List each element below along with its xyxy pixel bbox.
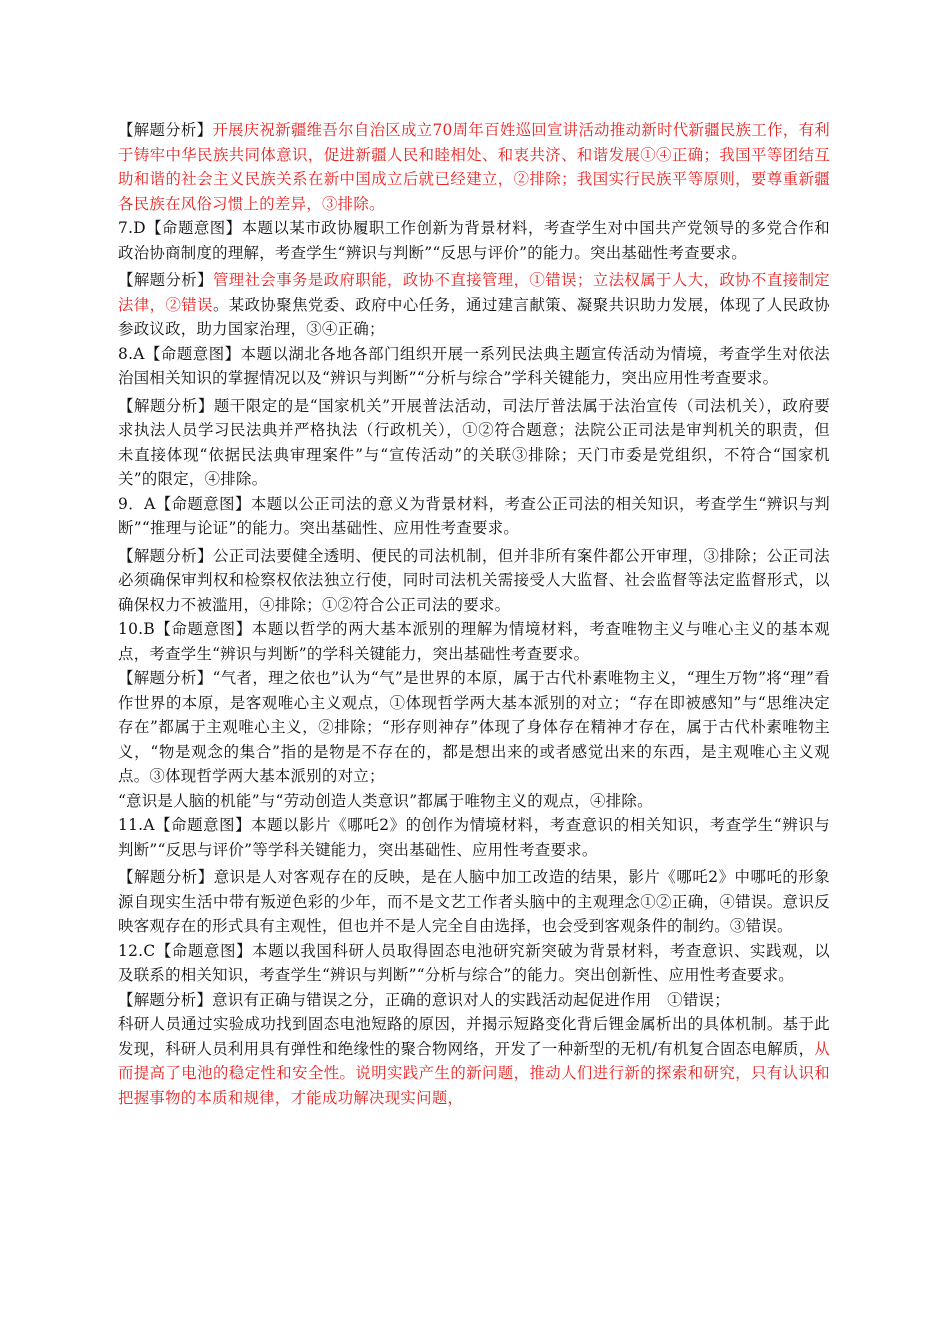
answer-paragraph (118, 268, 830, 342)
body-text: 【解题分析】 (118, 121, 213, 139)
body-text: 【解题分析】“气者，理之依也”认为“气”是世界的本原，属于古代朴素唯物主义，“理生万物”将“理”看作世界的本原，是客观唯心主义观点，①体现哲学两大基本派别的对立；“存在即被感知”与“思维决定存在”都属于主观唯心主义，②排除；“形存则神存”体现了身体存在精神才存在，属于古代朴素唯物主义，“物是观念的集合”指的是物是不存在的，都是想出来的或者感觉出来的东西，是主观唯心主义观点。③体现哲学两大基本派别的对立； (118, 669, 830, 785)
answer-paragraph (118, 394, 830, 492)
answer-paragraph (118, 544, 830, 618)
document-page (118, 118, 830, 1110)
answer-paragraph (118, 617, 830, 666)
body-text: 【解题分析】意识有正确与错误之分，正确的意识对人的实践活动起促进作用 ①错误； (118, 990, 730, 1009)
answer-paragraph (118, 118, 830, 216)
answer-paragraph (118, 988, 830, 1013)
body-text: 9．A【命题意图】本题以公正司法的意义为背景材料，考查公正司法的相关知识，考查学生“辨识与判断”“推理与论证”的能力。突出基础性、应用性考查要求。 (118, 494, 830, 537)
body-text: 11.A【命题意图】本题以影片《哪吒2》的创作为情境材料，考查意识的相关知识，考查学生“辨识与判断”“反思与评价”等学科关键能力，突出基础性、应用性考查要求。 (118, 816, 830, 859)
highlighted-text: 开展庆祝新疆维吾尔自治区成立70周年百姓巡回宣讲活动推动新时代新疆民族工作，有利于铸牢中华民族共同体意识，促进新疆人民和睦相处、和衷共济、和谐发展①④正确；我国平等团结互助和谐的社会主义民族关系在新中国成立后就已经建立，②排除；我国实行民族平等原则，要尊重新疆各民族在风俗习惯上的差异，③排除。 (118, 121, 830, 213)
answer-paragraph (118, 865, 830, 939)
body-text: 10.B【命题意图】本题以哲学的两大基本派别的理解为情境材料，考查唯物主义与唯心主义的基本观点，考查学生“辨识与判断”的学科关键能力，突出基础性考查要求。 (118, 620, 830, 663)
answer-paragraph (118, 666, 830, 789)
answer-paragraph (118, 939, 830, 988)
body-text: “意识是人脑的机能”与“劳动创造人类意识”都属于唯物主义的观点，④排除。 (118, 791, 653, 810)
highlighted-text: 从而提高了电池的稳定性和安全性。说明实践产生的新问题，推动人们进行新的探索和研究，只有认识和把握事物的本质和规律，才能成功解决现实问题， (118, 1039, 830, 1107)
body-text: 【解题分析】意识是人对客观存在的反映，是在人脑中加工改造的结果，影片《哪吒2》中哪吒的形象源自现实生活中带有叛逆色彩的少年，而不是文艺工作者头脑中的主观理念①②正确，④错误。意识反映客观存在的形式具有主观性，但也并不是人完全自由选择，也会受到客观条件的制约。③错误。 (118, 868, 830, 935)
body-text: 12.C【命题意图】本题以我国科研人员取得固态电池研究新突破为背景材料，考查意识、实践观，以及联系的相关知识，考查学生“辨识与判断”“分析与综合”的能力。突出创新性、应用性考查要求。 (118, 941, 830, 984)
body-text: 。某政协聚焦党委、政府中心任务，通过建言献策、凝聚共识助力发展，体现了人民政协参政议政，助力国家治理，③④正确； (118, 295, 830, 338)
highlighted-text: 管理社会事务是政府职能，政协不直接管理，①错误；立法权属于人大，政协不直接制定法律，②错误 (118, 271, 830, 314)
body-text: 8.A【命题意图】本题以湖北各地各部门组织开展一系列民法典主题宣传活动为情境，考查学生对依法治国相关知识的掌握情况以及“辨识与判断”“分析与综合”学科关键能力，突出应用性考查要求。 (118, 344, 830, 387)
answer-paragraph (118, 813, 830, 862)
body-text: 【解题分析】公正司法要健全透明、便民的司法机制，但并非所有案件都公开审理，③排除；公正司法必须确保审判权和检察权依法独立行使，同时司法机关需接受人大监督、社会监督等法定监督形式，以确保权力不被滥用，④排除；①②符合公正司法的要求。 (118, 546, 830, 614)
answer-paragraph (118, 789, 830, 814)
body-text: 【解题分析】题干限定的是“国家机关”开展普法活动，司法厅普法属于法治宣传（司法机关），政府要求执法人员学习民法典并严格执法（行政机关），①②符合题意；法院公正司法是审判机关的职责，但未直接体现“依据民法典审理案件”与“宣传活动”的关联③排除；天门市委是党组织，不符合“国家机关”的限定，④排除。 (118, 396, 830, 488)
body-text: 【解题分析】 (118, 271, 213, 289)
answer-paragraph (118, 342, 830, 391)
body-text: 7.D【命题意图】本题以某市政协履职工作创新为背景材料，考查学生对中国共产党领导的多党合作和政治协商制度的理解，考查学生“辨识与判断”“反思与评价”的能力。突出基础性考查要求。 (118, 219, 830, 262)
answer-paragraph (118, 1012, 830, 1110)
body-text: 科研人员通过实验成功找到固态电池短路的原因，并揭示短路变化背后锂金属析出的具体机制。基于此发现，科研人员利用具有弹性和绝缘性的聚合物网络，开发了一种新型的无机/有机复合固态电解质， (118, 1015, 830, 1058)
answer-paragraph (118, 492, 830, 541)
answer-paragraph (118, 216, 830, 265)
